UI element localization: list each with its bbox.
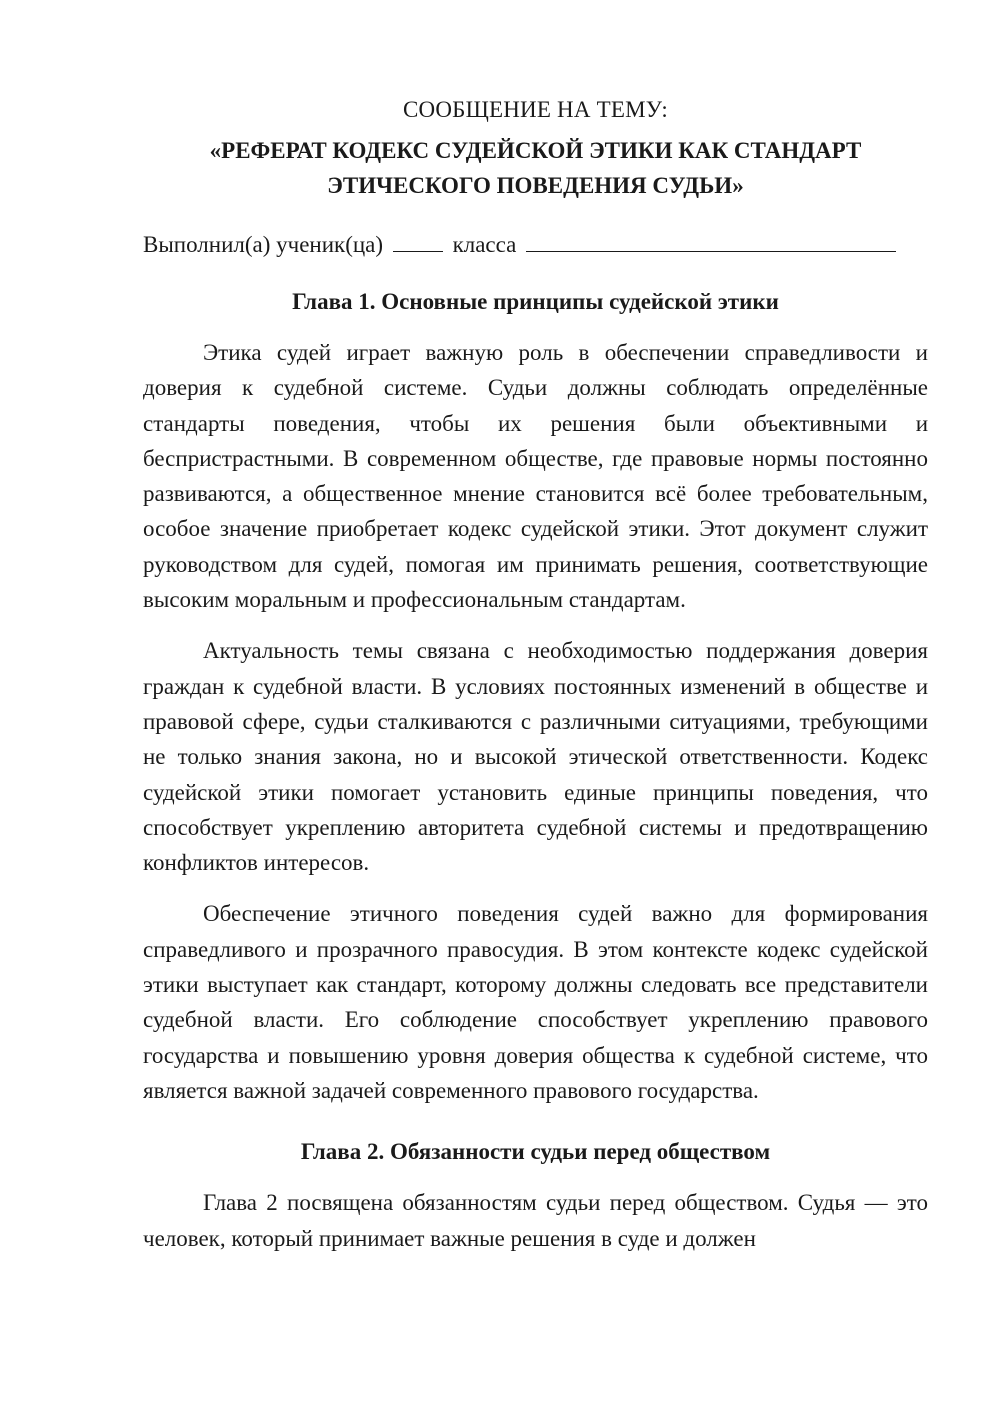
- report-type-heading: СООБЩЕНИЕ НА ТЕМУ:: [403, 97, 668, 122]
- author-line: [143, 227, 928, 262]
- chapter-1-paragraph: Обеспечение этичного поведения судей важно для формирования справедливого и прозрачного правосудия. В этом контексте кодекс судейской этики выступает как стандарт, которому должны следовать все представители судебной власти. Его соблюдение способствует укреплению правового государства и повышению уровня доверия общества к судебной системе, что является важной задачей современного правового государства.: [143, 901, 928, 1103]
- author-class-label: класса: [452, 232, 517, 257]
- chapter-1-paragraph: Актуальность темы связана с необходимостью поддержания доверия граждан к судебной власти. В условиях постоянных изменений в обществе и правовой сфере, судьи сталкиваются с различными ситуациями, требующими не только знания закона, но и высокой этической ответственности. Кодекс судейской этики помогает установить единые принципы поведения, что способствует укреплению авторитета судебной системы и предотвращению конфликтов интересов.: [143, 638, 928, 876]
- chapter-2-heading: Глава 2. Обязанности судьи перед обществом: [300, 1139, 771, 1165]
- document-page: [143, 92, 928, 1256]
- class-number-blank: [393, 229, 443, 252]
- author-performed-label: Выполнил(а) ученик(ца): [143, 232, 384, 257]
- report-title-line-1: «РЕФЕРАТ КОДЕКС СУДЕЙСКОЙ ЭТИКИ КАК СТАНДАРТ: [209, 138, 862, 163]
- student-name-blank: [526, 229, 896, 252]
- chapter-1-paragraph: Этика судей играет важную роль в обеспечении справедливости и доверия к судебной системе. Судьи должны соблюдать определённые стандарты поведения, чтобы их решения были объективными и беспристрастными. В современном обществе, где правовые нормы постоянно развиваются, а общественное мнение становится всё более требовательным, особое значение приобретает кодекс судейской этики. Этот документ служит руководством для судей, помогая им принимать решения, соответствующие высоким моральным и профессиональным стандартам.: [143, 340, 928, 613]
- report-title-line-2: ЭТИЧЕСКОГО ПОВЕДЕНИЯ СУДЬИ»: [327, 173, 744, 198]
- chapter-2-paragraph: Глава 2 посвящена обязанностям судьи перед обществом. Судья — это человек, который принимает важные решения в суде и должен: [143, 1190, 928, 1251]
- report-title: [143, 133, 928, 203]
- chapter-1-heading: Глава 1. Основные принципы судейской этики: [292, 289, 779, 314]
